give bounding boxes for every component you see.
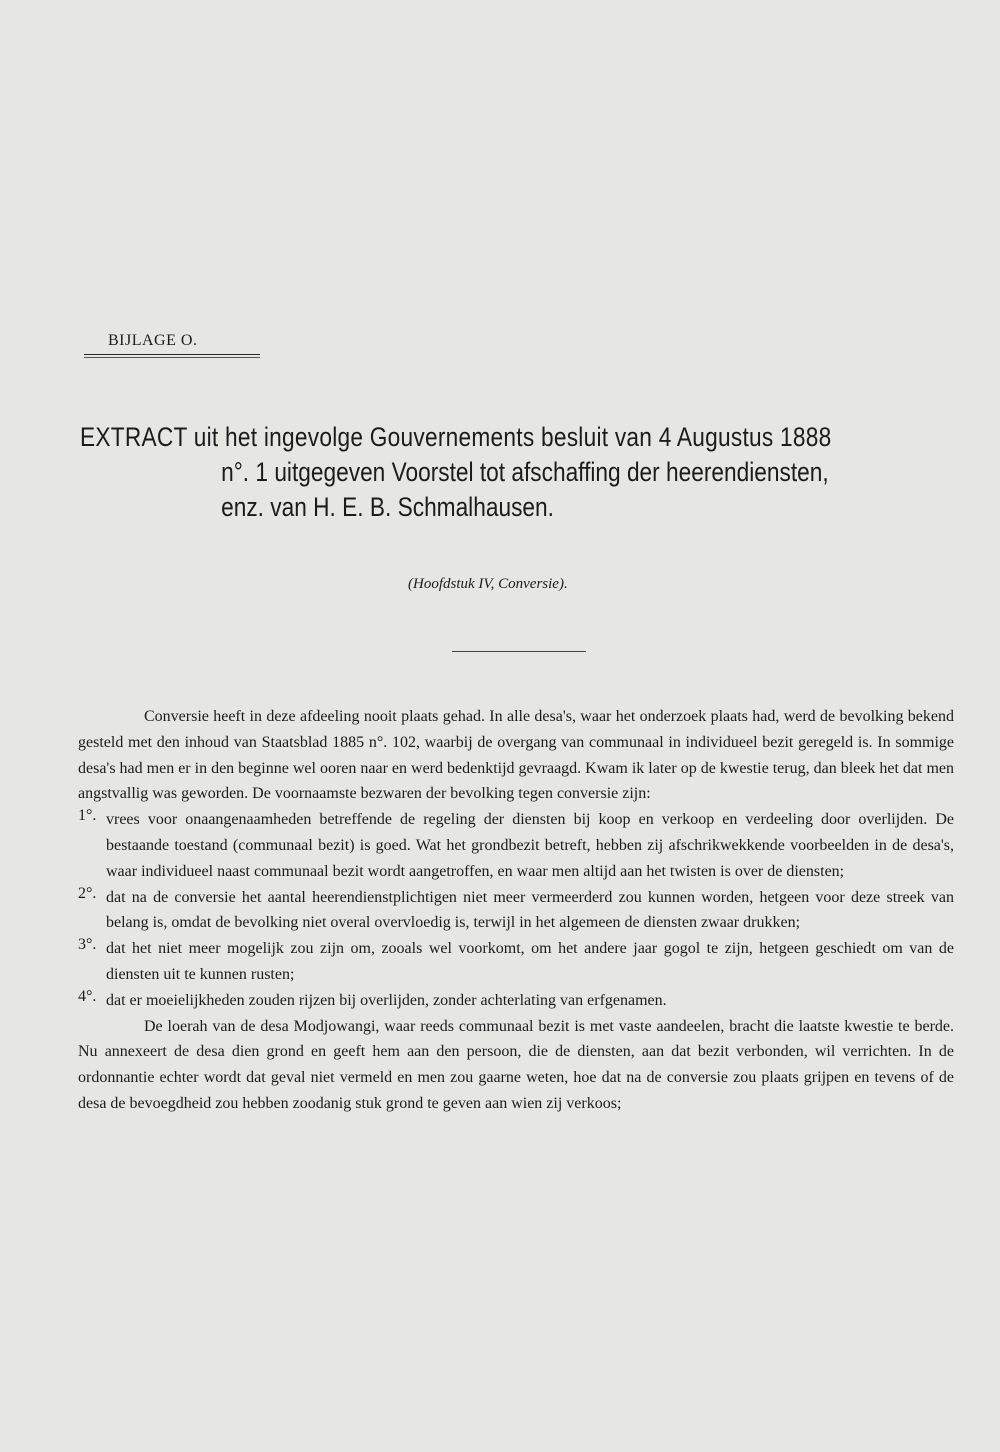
document-subtitle: (Hoofdstuk IV, Conversie). <box>408 576 568 592</box>
objection-item-1 <box>78 807 954 884</box>
document-title <box>80 420 832 525</box>
section-divider <box>452 651 586 652</box>
objection-item-4 <box>78 988 954 1014</box>
intro-paragraph: Conversie heeft in deze afdeeling nooit plaats gehad. In alle desa's, waar het onderzoek plaats had, werd de bevolking bekend gesteld met den inhoud van Staatsblad 1885 n°. 102, waarbij de overgang van communaal in individueel bezit geregeld is. In sommige desa's had men er in den beginne wel ooren naar en werd bedenktijd gevraagd. Kwam ik later op de kwestie terug, dan bleek het dat men angstvallig was geworden. De voornaamste bezwaren der bevolking tegen conversie zijn: <box>78 708 954 803</box>
label-underline <box>84 354 260 355</box>
title-line-1: EXTRACT uit het ingevolge Gouvernements besluit van 4 Augustus 1888 <box>80 422 832 452</box>
objection-text: dat het niet meer mogelijk zou zijn om, zooals wel voorkomt, om het andere jaar gogol te zijn, hetgeen geschiedt om van de diensten uit te kunnen rusten; <box>106 940 954 983</box>
title-line-2: n°. 1 uitgegeven Voorstel tot afschaffing der heerendiensten, <box>221 457 829 487</box>
objection-number: 1°. <box>78 807 97 825</box>
objection-item-3 <box>78 936 954 988</box>
label-underline-secondary <box>84 357 260 358</box>
objection-text: vrees voor onaangenaamheden betreffende de regeling der diensten bij koop en verkoop en verdeeling door overlijden. De bestaande toestand (communaal bezit) is goed. Wat het grondbezit betreft, hebben zij afschrikwekkende voorbeelden in de desa's, waar individueel naast communaal bezit wordt aangetroffen, en waar men altijd aan het twisten is over de diensten; <box>106 811 954 880</box>
closing-paragraph: De loerah van de desa Modjowangi, waar reeds communaal bezit is met vaste aandeelen, bracht die laatste kwestie te berde. Nu annexeert de desa dien grond en geeft hem aan den persoon, die de diensten, aan dat bezit verbonden, wil verrichten. In de ordonnantie echter wordt dat geval niet vermeld en men zou gaarne weten, hoe dat na de conversie zou plaats grijpen en tevens of de desa de bevoegdheid zou hebben zoodanig stuk grond te geven aan wien zij verkoos; <box>78 1017 954 1112</box>
objection-number: 2°. <box>78 884 97 902</box>
title-line-3: enz. van H. E. B. Schmalhausen. <box>221 492 554 522</box>
objection-number: 4°. <box>78 987 97 1005</box>
objection-number: 3°. <box>78 936 97 954</box>
objection-text: dat er moeielijkheden zouden rijzen bij overlijden, zonder achterlating van erfgenamen. <box>106 991 667 1009</box>
objection-item-2 <box>78 885 954 937</box>
objection-text: dat na de conversie het aantal heerendienstplichtigen niet meer vermeerderd zou kunnen worden, hetgeen voor deze streek van belang is, omdat de bevolking niet overal overvloedig is, terwijl in het algemeen de diensten zwaar drukken; <box>106 888 954 932</box>
body-text <box>78 704 954 1117</box>
appendix-label: BIJLAGE O. <box>108 332 198 349</box>
